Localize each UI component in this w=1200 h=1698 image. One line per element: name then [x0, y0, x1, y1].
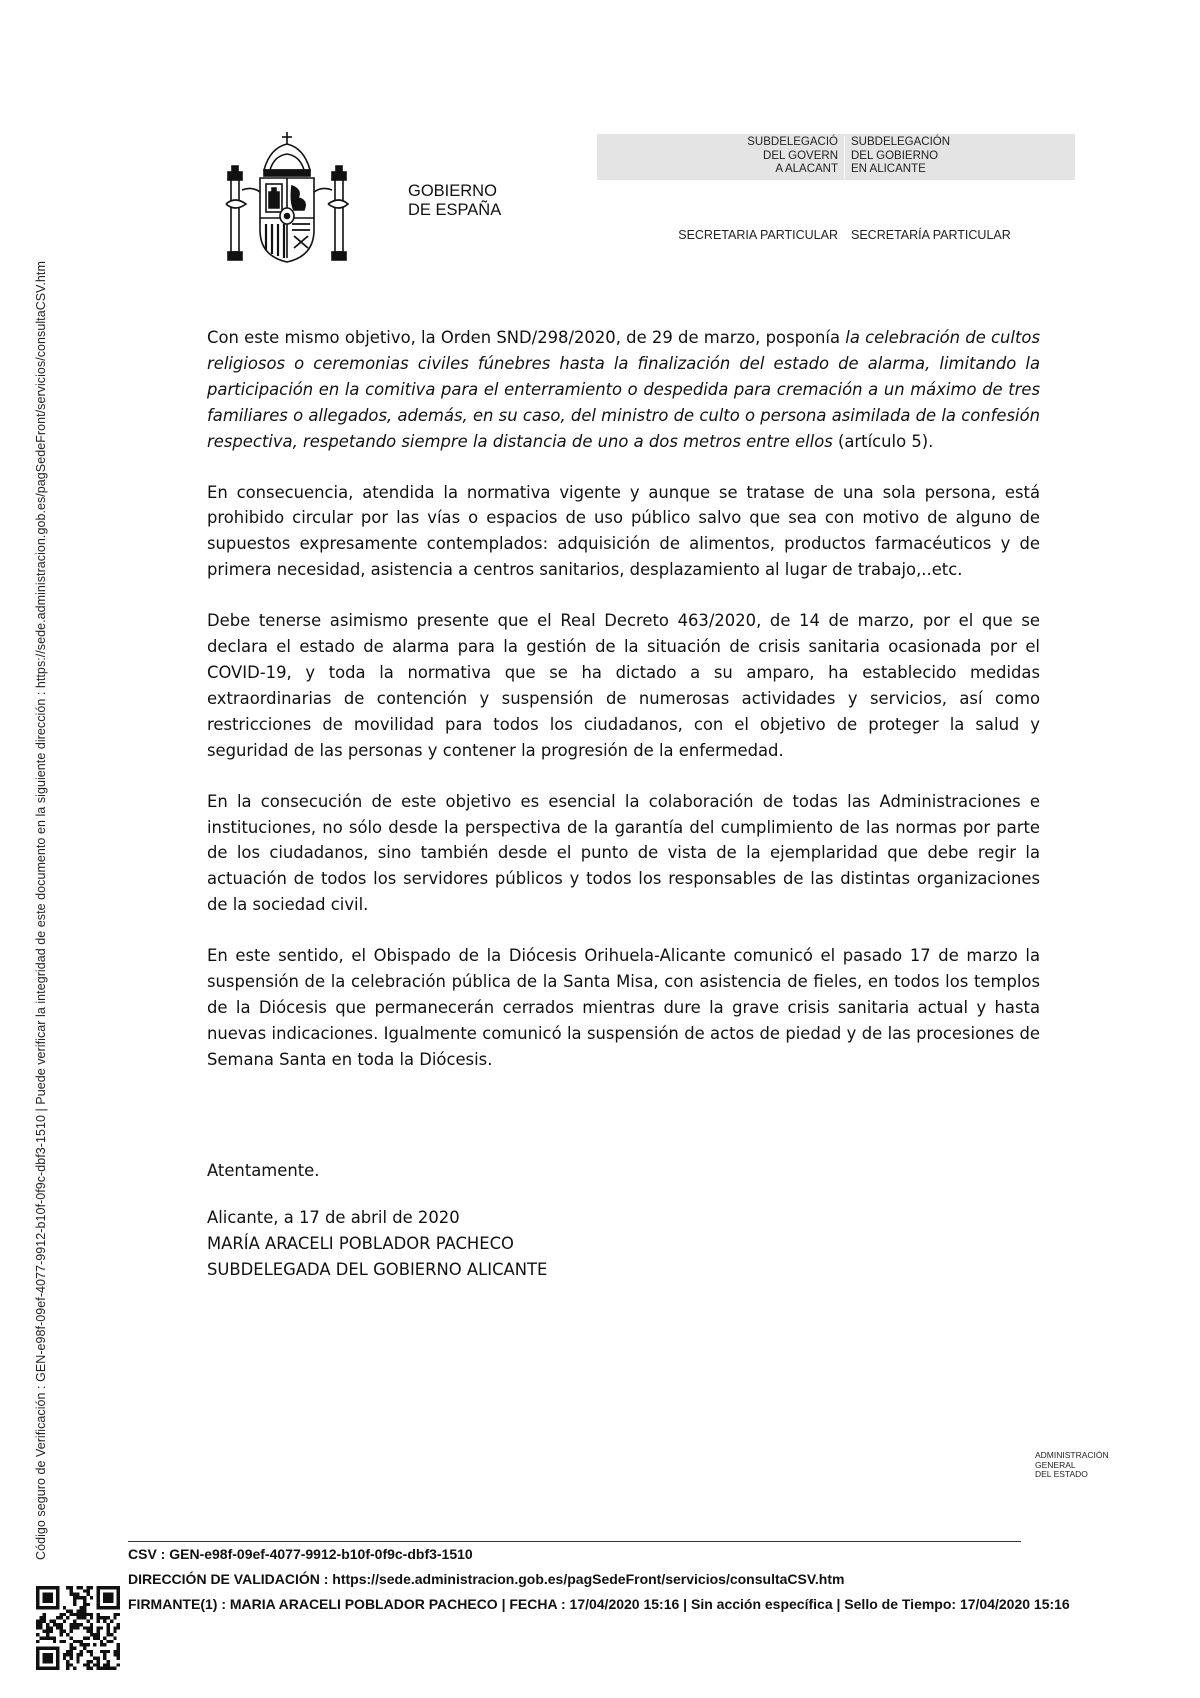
band-right-line-1: SUBDELEGACIÓN: [851, 136, 951, 148]
band-left-line-1: SUBDELEGACIÓ: [747, 136, 838, 148]
paragraph-4: En la consecución de este objetivo es esencial la colaboración de todas las Administraciones e instituciones, no sólo desde la perspectiva de la garantía del cumplimiento de las normas por parte de los ciudadanos, sino también desde el punto de vista de la ejemplaridad que debe regir la actuación de todos los servidores públicos y todos los responsables de las distintas organizaciones de la sociedad civil.: [207, 791, 1040, 915]
paragraph-3: Debe tenerse asimismo presente que el Real Decreto 463/2020, de 14 de marzo, por el que se declara el estado de alarma para la gestión de la situación de crisis sanitaria ocasionada por el COVID-19, y toda la normativa que se ha dictado a su amparo, ha establecido medidas extraordinarias de contención y suspensión de numerosas actividades y servicios, así como restricciones de movilidad para todos los ciudadanos, con el objetivo de proteger la salud y seguridad de las personas y contener la progresión de la enfermedad.: [207, 611, 1040, 760]
place-date: Alicante, a 17 de abril de 2020: [207, 1207, 460, 1227]
header-band-separator: [844, 136, 845, 178]
paragraph-1-intro: Con este mismo objetivo, la Orden SND/298/2020, de 29 de marzo, posponía: [207, 328, 846, 347]
band-right-line-2: DEL GOBIERNO: [851, 149, 939, 162]
header-band-spanish: [851, 136, 1061, 177]
gov-line-1: GOBIERNO: [408, 182, 497, 200]
footer: [128, 1546, 1178, 1621]
footer-validation-url[interactable]: DIRECCIÓN DE VALIDACIÓN : https://sede.administracion.gob.es/pagSedeFront/servicios/consultaCSV.htm: [128, 1571, 845, 1587]
paragraph-1-end: (artículo 5).: [832, 431, 934, 451]
coat-of-arms-of-spain-icon: [222, 130, 352, 265]
footer-csv: CSV : GEN-e98f-09ef-4077-9912-b10f-0f9c-dbf3-1510: [128, 1546, 473, 1562]
qr-code-icon: [36, 1586, 120, 1670]
band-right-line-3: EN ALICANTE: [851, 163, 926, 175]
footer-divider: [128, 1541, 1021, 1542]
header-band-valencian: [610, 136, 838, 177]
signer-title: SUBDELEGADA DEL GOBIERNO ALICANTE: [207, 1259, 548, 1279]
closing-block: [207, 1158, 547, 1283]
admin-line-1: ADMINISTRACIÓN: [1035, 1450, 1109, 1460]
salutation: Atentamente.: [207, 1161, 320, 1180]
paragraph-1-quote: la celebración de cultos religiosos o ceremonias civiles fúnebres hasta la finalización del estado de alarma, limitando la participación en la comitiva para el enterramiento o despedida para cremación a un máximo de tres familiares o allegados, además, en su caso, del ministro de culto o persona asimilada de la confesión respectiva, respetando siempre la distancia de uno a dos metros entre ellos: [207, 328, 1040, 451]
government-name: [408, 182, 501, 220]
admin-general-mark: [1035, 1451, 1109, 1480]
secretaria-spanish: SECRETARÍA PARTICULAR: [851, 228, 1011, 242]
admin-line-3: DEL ESTADO: [1035, 1469, 1088, 1479]
side-verification-text: Código seguro de Verificación : GEN-e98f-09ef-4077-9912-b10f-0f9c-dbf3-1510 | Puede verificar la integridad de este documento en la siguiente dirección : https://sede.administracion.gob.es/pagSedeFront/servicios/consultaCSV.htm: [34, 261, 48, 1560]
paragraph-2: En consecuencia, atendida la normativa vigente y aunque se tratase de una sola persona, está prohibido circular por las vías o espacios de uso público salvo que sea con motivo de alguno de supuestos expresamente contemplados: adquisición de alimentos, productos farmacéuticos y de primera necesidad, asistencia a centros sanitarios, desplazamiento al lugar de trabajo,..etc.: [207, 482, 1040, 580]
secretaria-valencian: SECRETARIA PARTICULAR: [678, 228, 838, 242]
footer-signer: FIRMANTE(1) : MARIA ARACELI POBLADOR PACHECO | FECHA : 17/04/2020 15:16 | Sin acción específica | Sello de Tiempo: 17/04/2020 15:16: [128, 1596, 1070, 1612]
band-left-line-3: A ALACANT: [775, 163, 838, 175]
paragraph-5: En este sentido, el Obispado de la Diócesis Orihuela-Alicante comunicó el pasado 17 de marzo la suspensión de la celebración pública de la Santa Misa, con asistencia de fieles, en todos los templos de la Diócesis que permanecerán cerrados mientras dure la grave crisis sanitaria actual y hasta nuevas indicaciones. Igualmente comunicó la suspensión de actos de piedad y de las procesiones de Semana Santa en toda la Diócesis.: [207, 946, 1040, 1069]
admin-line-2: GENERAL: [1035, 1459, 1076, 1470]
paragraph-1: [207, 325, 1040, 455]
band-left-line-2: DEL GOVERN: [763, 149, 838, 162]
signer-name: MARÍA ARACELI POBLADOR PACHECO: [207, 1233, 514, 1253]
gov-line-2: DE ESPAÑA: [408, 201, 502, 219]
letter-body: [207, 325, 1040, 1098]
